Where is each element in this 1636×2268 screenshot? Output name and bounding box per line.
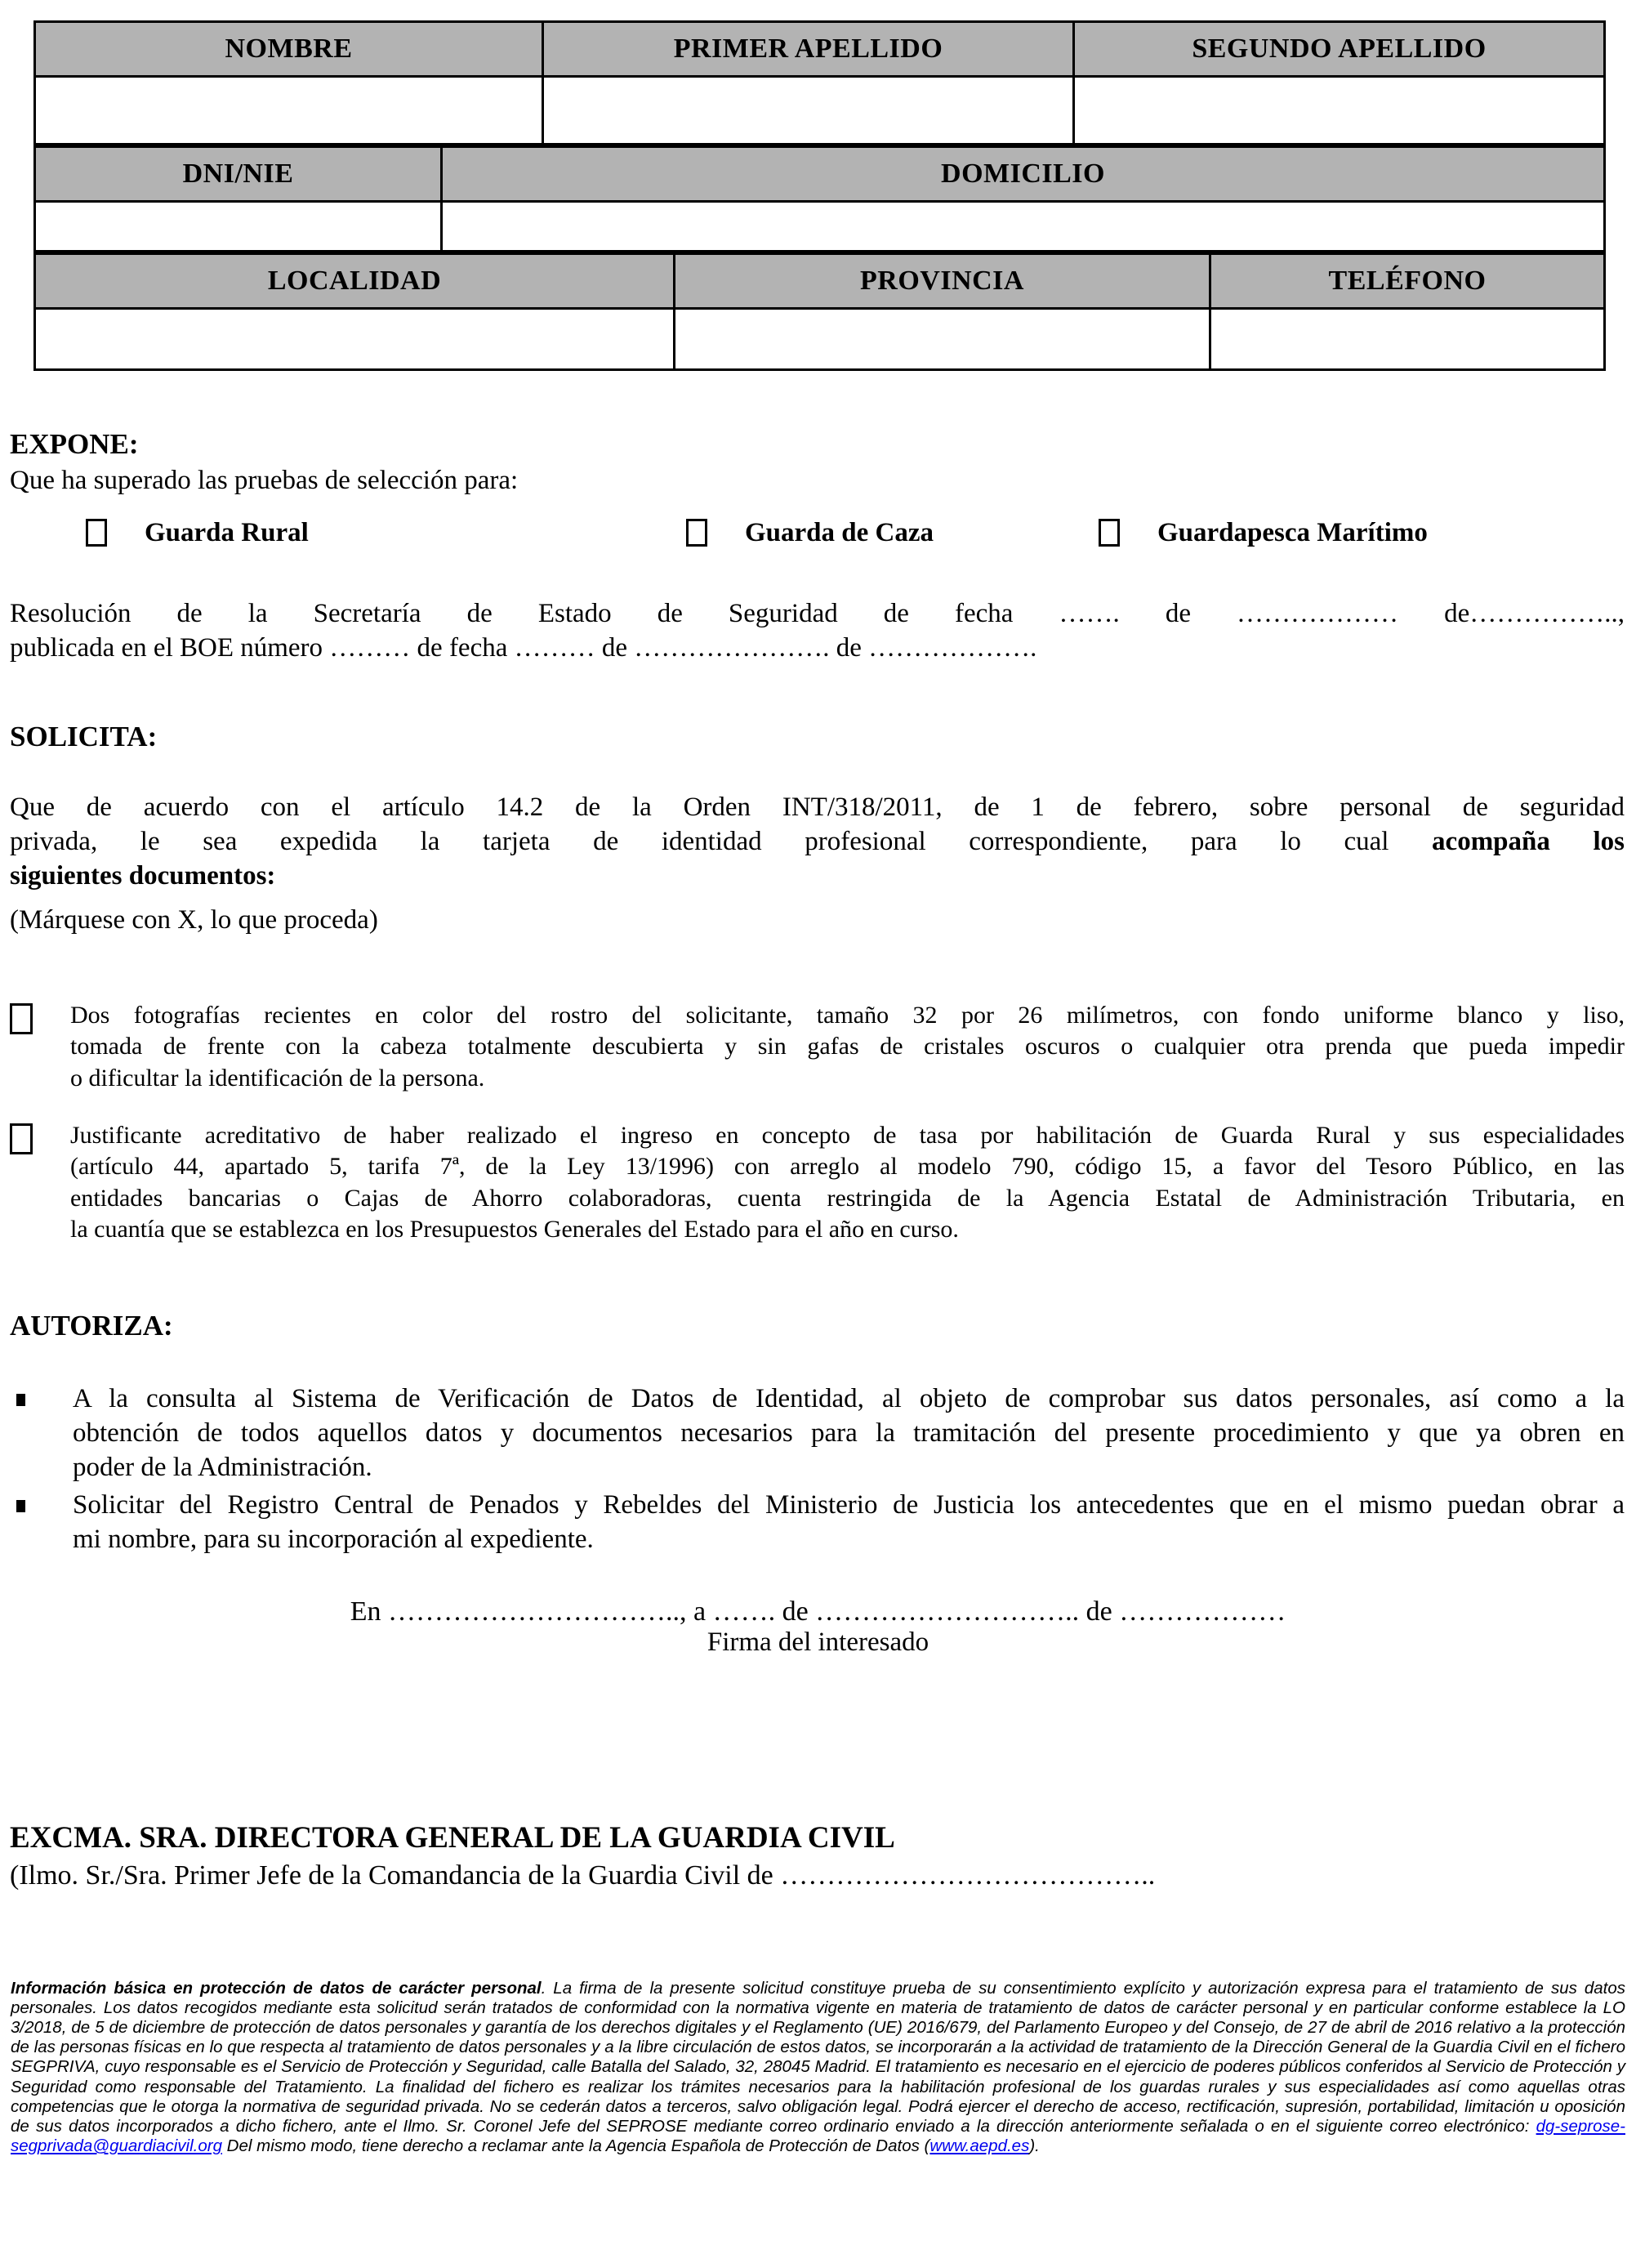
registro-penados-line-2: mi nombre, para su incorporación al expediente. [73,1524,594,1554]
fotografias-line-3: o dificultar la identificación de la persona. [70,1064,485,1092]
solicita-paragraph [10,791,1625,894]
privacy-bold-intro: Información básica en protección de datos de carácter personal [11,1978,542,1998]
segundo-apellido-input-cell[interactable] [1074,77,1605,145]
guardapesca-maritimo-label: Guardapesca Marítimo [1157,517,1428,547]
justificante-line-2: (artículo 44, apartado 5, tarifa 7ª, de la Ley 13/1996) con arreglo al modelo 790, código 15, a favor del Tesoro Público, en las [70,1153,1625,1181]
guarda-rural-label: Guarda Rural [145,517,309,547]
autoriza-item-registro-penados [16,1489,1625,1557]
consulta-svdi-line-3: poder de la Administración. [73,1453,372,1483]
consulta-svdi-line-2: obtención de todos aquellos datos y documentos necesarios para la tramitación del presente procedimiento y que ya obren en [73,1418,1625,1449]
solicita-line-3-bold: siguientes documentos: [10,861,276,891]
solicita-line-2 [10,825,1625,859]
solicita-line-3 [10,859,1625,894]
header-cell-primer-apellido: PRIMER APELLIDO [543,22,1074,77]
guarda-rural-checkbox[interactable] [86,519,107,547]
expone-heading: EXPONE: [10,428,139,460]
option-guardapesca-maritimo [1099,518,1428,548]
solicita-line-1: Que de acuerdo con el artículo 14.2 de la Orden INT/318/2011, de 1 de febrero, sobre personal de seguridad [10,792,1625,823]
autoriza-item-consulta-svdi [16,1382,1625,1485]
consulta-svdi-text [73,1382,1625,1485]
justificante-line-3: entidades bancarias o Cajas de Ahorro colaboradoras, cuenta restringida de la Agencia Estatal de Administración Tributaria, en [70,1184,1625,1212]
firma-label: Firma del interesado [707,1627,929,1657]
addressee-subtitle: (Ilmo. Sr./Sra. Primer Jefe de la Comandancia de la Guardia Civil de ………………………………….. [10,1860,1156,1891]
resolucion-line-2: publicada en el BOE número ……… de fecha ……… de …………………. de ………………. [10,632,1037,663]
justificante-line-1: Justificante acreditativo de haber realizado el ingreso en concepto de tasa por habilitación de Guarda Rural y sus especialidades [70,1122,1625,1150]
solicita-heading: SOLICITA: [10,721,158,753]
resolucion-paragraph [10,597,1625,666]
nombre-input-cell[interactable] [35,77,543,145]
registro-penados-text [73,1489,1625,1557]
fotografias-checkbox[interactable] [10,1003,33,1034]
guardapesca-maritimo-checkbox[interactable] [1099,519,1120,547]
guarda-de-caza-label: Guarda de Caza [745,517,934,547]
aepd-link[interactable]: www.aepd.es [929,2136,1030,2156]
domicilio-input-cell[interactable] [442,202,1605,252]
resolucion-line-1: Resolución de la Secretaría de Estado de Seguridad de fecha ……. de ……………… de…………….., [10,598,1625,628]
personal-data-table-names [33,20,1606,145]
primer-apellido-input-cell[interactable] [543,77,1074,145]
header-cell-dni-nie: DNI/NIE [35,147,442,202]
autoriza-heading: AUTORIZA: [10,1309,173,1342]
addressee-title: EXCMA. SRA. DIRECTORA GENERAL DE LA GUARDIA CIVIL [10,1820,895,1855]
header-cell-segundo-apellido: SEGUNDO APELLIDO [1074,22,1605,77]
speciality-options-row [86,518,1636,548]
guarda-de-caza-checkbox[interactable] [686,519,707,547]
justificante-text [70,1120,1625,1246]
registro-penados-line-1: Solicitar del Registro Central de Penados y Rebeldes del Ministerio de Justicia los antecedentes que en el mismo puedan obrar a [73,1490,1625,1520]
option-guarda-rural [86,518,686,548]
telefono-input-cell[interactable] [1210,309,1605,370]
fotografias-line-1: Dos fotografías recientes en color del rostro del solicitante, tamaño 32 por 26 milímetros, con fondo uniforme blanco y liso, [70,1001,1625,1029]
privacy-text-2: Del mismo modo, tiene derecho a reclamar ante la Agencia Española de Protección de Datos ( [221,2136,930,2156]
seprose-email-link[interactable]: dg-seprose-segprivada@guardiacivil.org [11,2116,1625,2156]
option-guarda-de-caza [686,518,1099,548]
personal-data-table-dni-domicilio [33,145,1606,252]
solicita-line-2-bold: acompaña los [1432,827,1625,857]
expone-intro: Que ha superado las pruebas de selección para: [10,465,519,495]
fotografias-text [70,1000,1625,1094]
solicita-line-2-text: privada, le sea expedida la tarjeta de identidad profesional correspondiente, para lo cual [10,827,1433,857]
date-fill-line: En ………………………….., a ……. de ……………………….. de ……………… [350,1596,1286,1627]
dni-nie-input-cell[interactable] [35,202,442,252]
header-cell-provincia: PROVINCIA [675,254,1210,309]
personal-data-table-localidad [33,252,1606,371]
provincia-input-cell[interactable] [675,309,1210,370]
header-cell-nombre: NOMBRE [35,22,543,77]
header-cell-telefono: TELÉFONO [1210,254,1605,309]
document-item-fotografias [10,1000,1625,1094]
header-cell-domicilio: DOMICILIO [442,147,1605,202]
fotografias-line-2: tomada de frente con la cabeza totalmente descubierta y sin gafas de cristales oscuros o cualquier otra prenda que pueda impedir [70,1033,1625,1060]
justificante-checkbox[interactable] [10,1123,33,1154]
square-bullet-icon [16,1394,25,1406]
privacy-text-3: ). [1029,2136,1040,2156]
privacy-notice [11,1979,1625,2157]
header-cell-localidad: LOCALIDAD [35,254,675,309]
marquese-note: (Márquese con X, lo que proceda) [10,904,378,935]
document-item-justificante [10,1120,1625,1246]
consulta-svdi-line-1: A la consulta al Sistema de Verificación de Datos de Identidad, al objeto de comprobar sus datos personales, así como a la [73,1384,1625,1414]
localidad-input-cell[interactable] [35,309,675,370]
justificante-line-4: la cuantía que se establezca en los Presupuestos Generales del Estado para el año en curso. [70,1216,959,1243]
privacy-text-1: . La firma de la presente solicitud constituye prueba de su consentimiento explícito y autorización expresa para el tratamiento de sus datos personales. Los datos recogidos mediante esta solicitud serán tratados de conformidad con la normativa vigente en materia de tratamiento de datos de carácter personal y en particular conforme establece la LO 3/2018, de 5 de diciembre de protección de datos personales y garantía de los derechos digitales y el Reglamento (UE) 2016/679, del Parlamento Europeo y del Consejo, de 27 de abril de 2016 relativo a la protección de las personas físicas en lo que respecta al tratamiento de datos personales y a la libre circulación de estos datos, se incorporarán a la actividad de tratamiento de la Dirección General de la Guardia Civil en el fichero SEGPRIVA, cuyo responsable es el Servicio de Protección y Seguridad, calle Batalla del Salado, 32, 28045 Madrid. El tratamiento es necesario en el ejercicio de poderes públicos conferidos al Servicio de Protección y Seguridad como responsable del Tratamiento. La finalidad del fichero es realizar los trámites necesarios para la habilitación profesional de los guardas rurales y sus especialidades así como aquellas otras competencias que le otorga la normativa de seguridad privada. No se cederán datos a terceros, salvo obligación legal. Podrá ejercer el derecho de acceso, rectificación, supresión, portabilidad, limitación u oposición de sus datos incorporados a dicho fichero, ante el Ilmo. Sr. Coronel Jefe del SEPROSE mediante correo ordinario enviado a la dirección anteriormente señalada o en el siguiente correo electrónico: [11,1978,1625,2136]
square-bullet-icon [16,1500,25,1512]
